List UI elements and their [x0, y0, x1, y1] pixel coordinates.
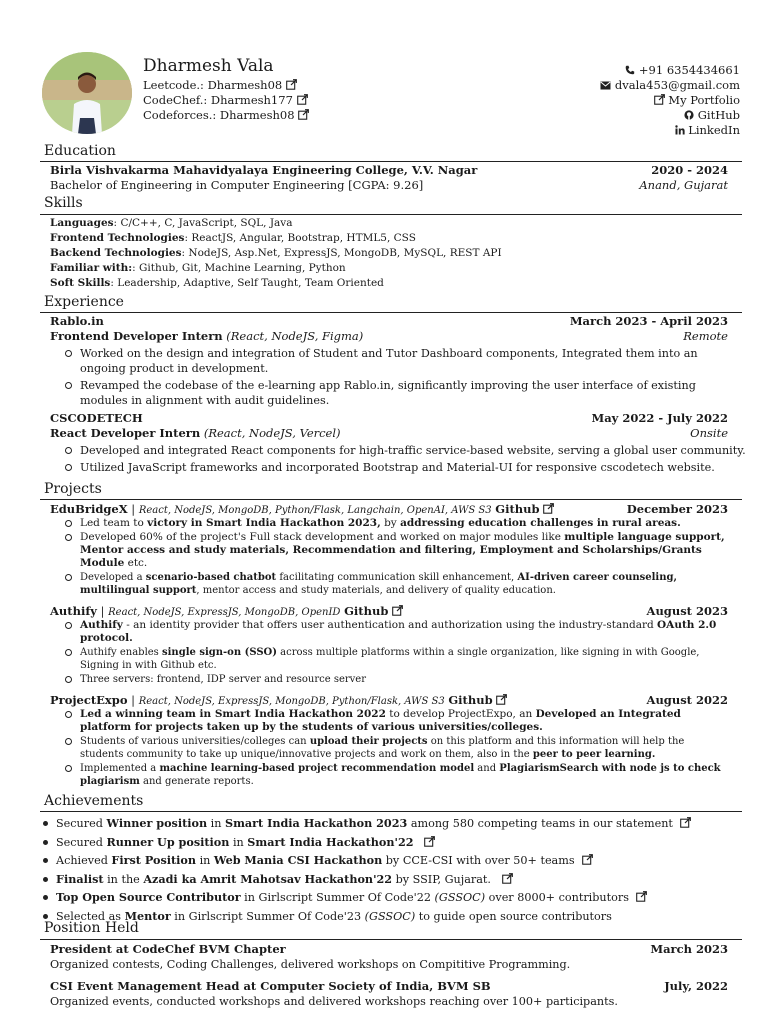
codeforces-link[interactable]: Codeforces.: Dharmesh08: [143, 108, 309, 124]
github-link[interactable]: GitHub: [684, 108, 740, 124]
project-date: August 2023: [646, 604, 728, 618]
external-link-icon[interactable]: [636, 891, 647, 908]
achievements-list: [56, 815, 746, 926]
education-location: Anand, Gujarat: [639, 178, 728, 192]
list-item: Achieved First Position in Web Mania CSI Hackathon by CCE-CSI with over 50+ teams: [56, 852, 746, 871]
list-item: Worked on the design and integration of Student and Tutor Dashboard components, Integrated them into an ongoing product in development.: [80, 346, 742, 376]
school-name: Birla Vishvakarma Mahavidyalaya Engineering College, V.V. Nagar: [50, 163, 478, 177]
github-link[interactable]: Github: [495, 502, 540, 516]
experience-dates: March 2023 - April 2023: [569, 314, 728, 328]
experience-company-row: [50, 314, 728, 329]
phone-icon: [625, 64, 635, 79]
experience-company-row: [50, 411, 728, 426]
github-link[interactable]: Github: [448, 693, 493, 707]
list-item: Led a winning team in Smart India Hackathon 2022 to develop ProjectExpo, an Developed an Integrated platform for projects taken up by the students of various universities/colleges.: [80, 708, 730, 734]
list-item: Top Open Source Contributor in Girlscript Summer Of Code'22 (GSSOC) over 8000+ contributors: [56, 889, 746, 908]
github-link[interactable]: Github: [344, 604, 389, 618]
experience-dates: May 2022 - July 2022: [591, 411, 728, 425]
project-tech: React, NodeJS, ExpressJS, MongoDB, Python/Flask, AWS S3: [138, 696, 445, 707]
section-divider: [40, 811, 742, 812]
external-link-icon[interactable]: [392, 605, 403, 620]
project-title-row: Authify | React, NodeJS, ExpressJS, MongoDB, OpenID Github August 2023: [50, 604, 728, 618]
project-name: EduBridgeX: [50, 502, 128, 516]
project-tech: React, NodeJS, MongoDB, Python/Flask, Langchain, OpenAI, AWS S3: [138, 505, 492, 516]
codechef-link[interactable]: CodeChef.: Dharmesh177: [143, 93, 308, 109]
external-link-icon[interactable]: [502, 873, 513, 890]
position-description: Organized events, conducted workshops and delivered workshops reaching over 100+ participants.: [50, 995, 618, 1008]
external-link-icon[interactable]: [582, 854, 593, 871]
project-title-row: ProjectExpo | React, NodeJS, ExpressJS, MongoDB, Python/Flask, AWS S3 Github August 2022: [50, 693, 728, 707]
list-item: Developed a scenario-based chatbot facilitating communication skill enhancement, AI-driven career counseling, multilingual support, mentor access and study materials, and delivery of quality education.: [80, 571, 730, 597]
external-link-icon[interactable]: [543, 503, 554, 518]
linkedin-icon: [675, 124, 685, 139]
education-degree-row: [50, 178, 728, 193]
position-title: CSI Event Management Head at Computer Society of India, BVM SB: [50, 979, 491, 993]
list-item: Authify - an identity provider that offers user authentication and authorization using the industry-standard OAuth 2.0 protocol.: [80, 619, 730, 645]
project-bullets: [80, 517, 730, 598]
skill-row: Soft Skills: Leadership, Adaptive, Self Taught, Team Oriented: [50, 277, 384, 289]
candidate-name: Dharmesh Vala: [143, 56, 274, 76]
external-link-icon: [286, 79, 297, 94]
project-name: Authify: [50, 604, 97, 618]
project-bullets: [80, 619, 730, 687]
achievements-heading: Achievements: [44, 793, 144, 809]
section-divider: [40, 214, 742, 215]
external-link-icon: [298, 109, 309, 124]
skill-row: Frontend Technologies: ReactJS, Angular, Bootstrap, HTML5, CSS: [50, 232, 416, 244]
section-divider: [40, 312, 742, 313]
position-description: Organized contests, Coding Challenges, delivered workshops on Compititive Programming.: [50, 958, 571, 971]
phone-contact[interactable]: +91 6354434661: [625, 63, 740, 79]
degree: Bachelor of Engineering in Computer Engineering [CGPA: 9.26]: [50, 178, 424, 192]
projects-heading: Projects: [44, 481, 102, 497]
list-item: Three servers: frontend, IDP server and resource server: [80, 673, 730, 686]
list-item: Revamped the codebase of the e-learning app Rablo.in, significantly improving the user interface of existing modules in alignment with audit guidelines.: [80, 378, 742, 408]
position-title: President at CodeChef BVM Chapter: [50, 942, 286, 956]
position-date: March 2023: [650, 942, 728, 956]
position-row: [50, 979, 728, 994]
company-name: CSCODETECH: [50, 411, 143, 425]
list-item: Implemented a machine learning-based project recommendation model and PlagiarismSearch with node js to check plagiarism and generate reports.: [80, 762, 730, 788]
list-item: Authify enables single sign-on (SSO) across multiple platforms within a single organization, like signing in with Google, Signing in with Github etc.: [80, 646, 730, 672]
list-item: Developed and integrated React components for high-traffic service-based website, serving a global user community.: [80, 444, 746, 457]
experience-role-row: [50, 329, 728, 344]
company-name: Rablo.in: [50, 314, 104, 328]
role-tech: (React, NodeJS, Figma): [226, 329, 364, 343]
work-mode: Remote: [683, 329, 728, 343]
project-tech: React, NodeJS, ExpressJS, MongoDB, OpenID: [108, 607, 341, 618]
leetcode-link[interactable]: Leetcode.: Dharmesh08: [143, 78, 297, 94]
experience-bullets: [80, 346, 742, 410]
work-mode: Onsite: [690, 426, 728, 440]
mail-icon: [600, 79, 611, 94]
list-item: Secured Winner position in Smart India Hackathon 2023 among 580 competing teams in our statement: [56, 815, 746, 834]
email-contact[interactable]: dvala453@gmail.com: [600, 78, 740, 94]
section-divider: [40, 161, 742, 162]
profile-photo: [42, 52, 132, 134]
skills-heading: Skills: [44, 195, 83, 211]
list-item: Secured Runner Up position in Smart India Hackathon'22: [56, 834, 746, 853]
list-item: Finalist in the Azadi ka Amrit Mahotsav Hackathon'22 by SSIP, Gujarat.: [56, 871, 746, 890]
linkedin-link[interactable]: LinkedIn: [675, 123, 740, 139]
positions-heading: Position Held: [44, 920, 139, 936]
section-divider: [40, 939, 742, 940]
github-icon: [684, 109, 694, 124]
external-link-icon[interactable]: [496, 694, 507, 709]
education-heading: Education: [44, 143, 116, 159]
list-item: Developed 60% of the project's Full stack development and worked on major modules like multiple language support, Mentor access and study materials, Recommendation and filtering, Employment and Scholarships/Grants Module etc.: [80, 531, 730, 570]
external-link-icon: [297, 94, 308, 109]
position-date: July, 2022: [664, 979, 728, 993]
list-item: Led team to victory in Smart India Hackathon 2023, by addressing education challenges in rural areas.: [80, 517, 730, 530]
resume-header: [0, 0, 768, 142]
list-item: Utilized JavaScript frameworks and incorporated Bootstrap and Material-UI for responsive cscodetech website.: [80, 460, 742, 475]
external-link-icon: [654, 94, 665, 109]
section-divider: [40, 499, 742, 500]
position-row: [50, 942, 728, 957]
experience-role-row: [50, 426, 728, 441]
list-item: Selected as Mentor in Girlscript Summer Of Code'23 (GSSOC) to guide open source contributors: [56, 908, 746, 926]
project-name: ProjectExpo: [50, 693, 128, 707]
project-date: December 2023: [626, 502, 728, 516]
skill-row: Languages: C/C++, C, JavaScript, SQL, Java: [50, 217, 293, 229]
education-years: 2020 - 2024: [651, 163, 728, 177]
experience-bullets: [80, 443, 746, 477]
experience-heading: Experience: [44, 294, 124, 310]
external-link-icon[interactable]: [424, 836, 435, 853]
external-link-icon[interactable]: [680, 817, 691, 834]
skill-row: Familiar with:: Github, Git, Machine Learning, Python: [50, 262, 346, 274]
project-date: August 2022: [646, 693, 728, 707]
project-bullets: [80, 708, 730, 789]
role-title: React Developer Intern: [50, 426, 201, 440]
project-title-row: EduBridgeX | React, NodeJS, MongoDB, Python/Flask, Langchain, OpenAI, AWS S3 Github December 2023: [50, 502, 728, 516]
portfolio-link[interactable]: My Portfolio: [654, 93, 740, 109]
list-item: Students of various universities/colleges can upload their projects on this platform and this information will help the students community to take up unique/innovative projects and work on them, also in the peer to peer learning.: [80, 735, 730, 761]
role-title: Frontend Developer Intern: [50, 329, 223, 343]
role-tech: (React, NodeJS, Vercel): [203, 426, 341, 440]
skill-row: Backend Technologies: NodeJS, Asp.Net, ExpressJS, MongoDB, MySQL, REST API: [50, 247, 502, 259]
education-school-row: [50, 163, 728, 178]
